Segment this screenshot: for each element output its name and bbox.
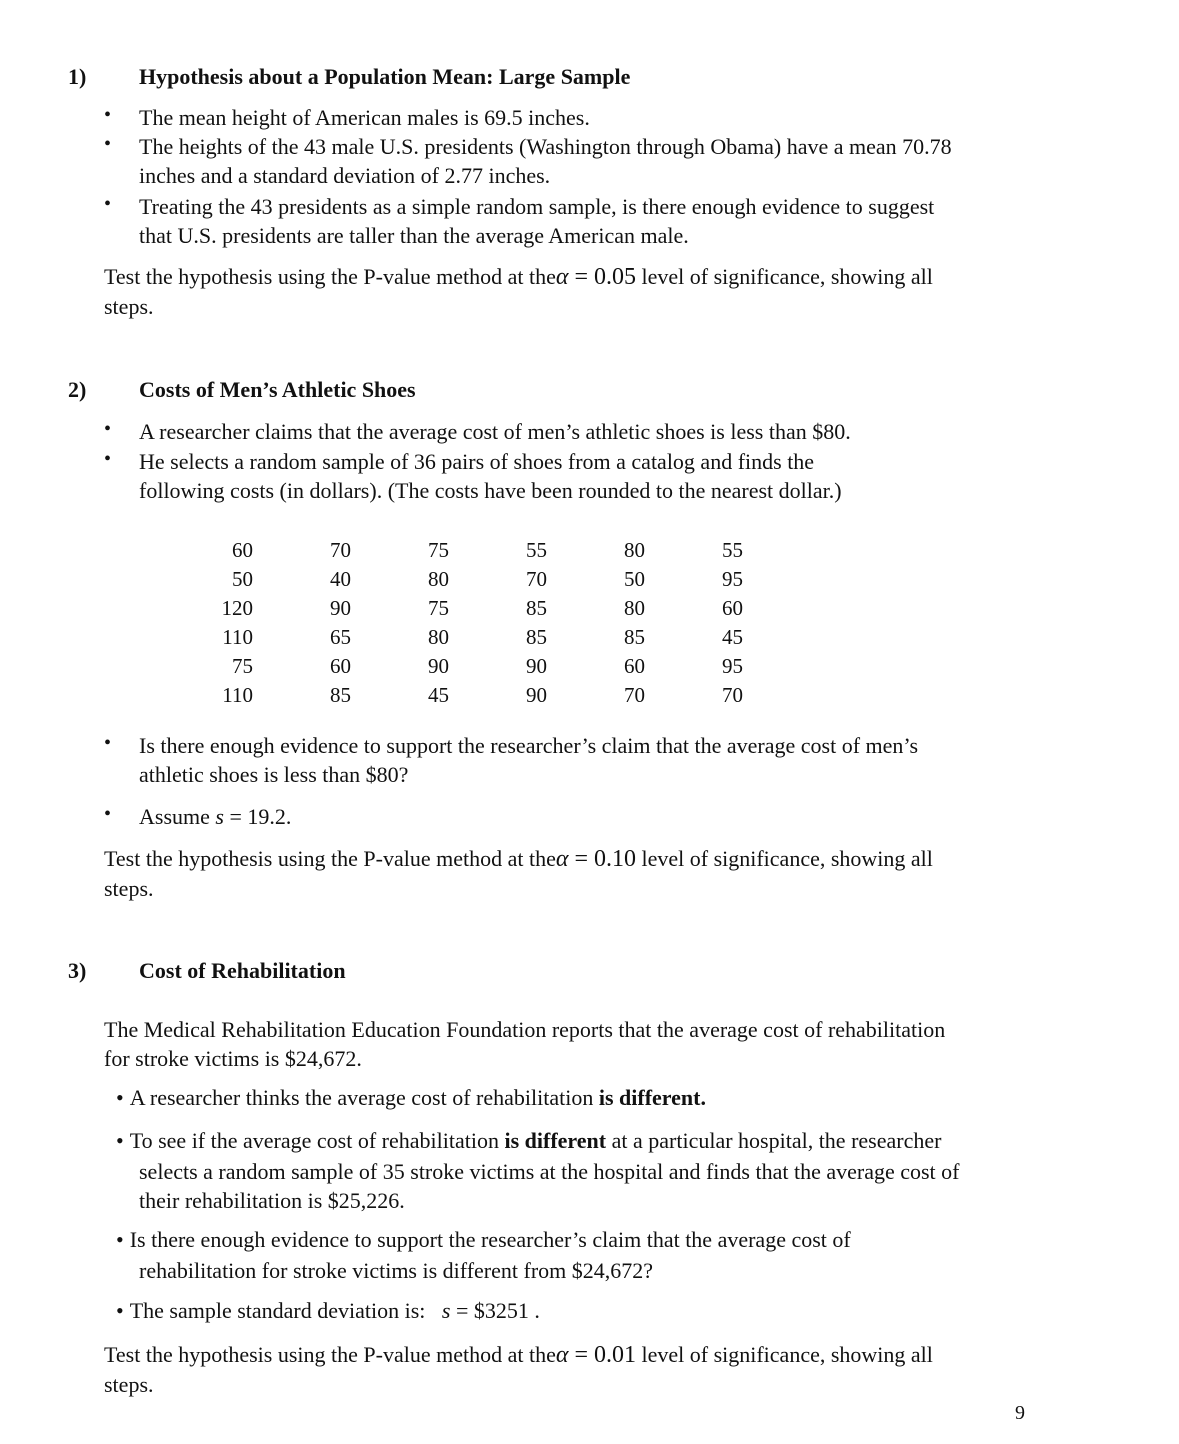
table-cell: 70 (330, 538, 351, 562)
problem-2-bullet-3: Is there enough evidence to support the researcher’s claim that the average cost of men’s (139, 733, 919, 758)
problem-3-number: 3) (68, 958, 87, 983)
table-cell: 75 (428, 538, 449, 562)
alpha-symbol: α (555, 846, 569, 872)
bullet-icon: • (104, 104, 112, 126)
problem-3-instruction (104, 1340, 1094, 1370)
problem-3-bullet-3-cont: rehabilitation for stroke victims is different from $24,672? (139, 1258, 654, 1283)
table-cell: 80 (624, 538, 645, 562)
table-cell: 50 (624, 567, 645, 591)
bullet-text: To see if the average cost of rehabilitation (129, 1128, 505, 1153)
table-cell: 95 (722, 654, 743, 678)
table-cell: 45 (722, 625, 743, 649)
problem-3-bullet-2 (116, 1128, 941, 1154)
problem-3-intro-cont: for stroke victims is $24,672. (104, 1046, 362, 1071)
table-cell: 70 (526, 567, 547, 591)
table-row (196, 623, 743, 652)
instruction-text-post: level of significance, showing all (635, 264, 933, 289)
alpha-equals: = (568, 846, 594, 872)
bullet-icon: • (104, 133, 112, 155)
problem-2-bullet-2: He selects a random sample of 36 pairs of shoes from a catalog and finds the (139, 449, 815, 474)
table-cell: 50 (232, 567, 253, 591)
table-cell: 70 (722, 683, 743, 707)
bullet-icon: • (116, 1298, 124, 1323)
problem-1-bullet-3: Treating the 43 presidents as a simple random sample, is there enough evidence to suggest (139, 194, 935, 219)
problem-2-bullet-1: A researcher claims that the average cost of men’s athletic shoes is less than $80. (139, 419, 851, 444)
table-cell: 90 (526, 654, 547, 678)
problem-1-title: Hypothesis about a Population Mean: Large Sample (139, 64, 631, 89)
problem-2-number: 2) (68, 377, 87, 402)
table-cell: 95 (722, 567, 743, 591)
bullet-text: Is there enough evidence to support the researcher’s claim that the average cost of (129, 1227, 851, 1252)
bullet-text: The sample standard deviation is: (129, 1298, 442, 1323)
table-cell: 60 (722, 596, 743, 620)
alpha-symbol: α (555, 264, 569, 290)
table-cell: 85 (526, 625, 547, 649)
problem-3-bullet-3 (116, 1227, 851, 1253)
table-cell: 110 (222, 683, 253, 707)
table-cell: 85 (526, 596, 547, 620)
alpha-symbol: α (555, 1342, 569, 1368)
problem-3-instruction-end: steps. (104, 1372, 154, 1397)
problem-2-bullet-2-cont: following costs (in dollars). (The costs have been rounded to the nearest dollar.) (139, 478, 842, 503)
problem-2-bullet-3-cont: athletic shoes is less than $80? (139, 762, 409, 787)
problem-3-bullet-4 (116, 1298, 540, 1324)
bullet-emphasis: is different (504, 1128, 607, 1153)
alpha-value: 0.10 (593, 846, 636, 872)
table-cell: 110 (222, 625, 253, 649)
page-number: 9 (1015, 1402, 1025, 1424)
instruction-text-post: level of significance, showing all (635, 846, 933, 871)
bullet-icon: • (104, 448, 112, 470)
instruction-text: Test the hypothesis using the P-value method at the (104, 264, 556, 289)
problem-1-bullet-2-cont: inches and a standard deviation of 2.77 inches. (139, 163, 551, 188)
alpha-equals: = (568, 264, 594, 290)
table-cell: 70 (624, 683, 645, 707)
problem-1-bullet-2: The heights of the 43 male U.S. presidents (Washington through Obama) have a mean 70.78 (139, 134, 952, 159)
table-row (196, 536, 743, 565)
table-cell: 80 (428, 625, 449, 649)
bullet-icon: • (104, 803, 112, 825)
bullet-text-post: at a particular hospital, the researcher (606, 1128, 942, 1153)
table-cell: 65 (330, 625, 351, 649)
s-variable: s (441, 1298, 451, 1323)
table-cell: 75 (232, 654, 253, 678)
problem-2-assume (139, 802, 1089, 831)
instruction-text-post: level of significance, showing all (635, 1342, 933, 1367)
problem-1-bullet-3-cont: that U.S. presidents are taller than the average American male. (139, 223, 689, 248)
table-cell: 80 (624, 596, 645, 620)
problem-3-bullet-2-cont2: their rehabilitation is $25,226. (139, 1188, 405, 1213)
table-cell: 90 (330, 596, 351, 620)
bullet-icon: • (116, 1128, 124, 1153)
bullet-text: A researcher thinks the average cost of rehabilitation (129, 1085, 599, 1110)
problem-1-bullet-1: The mean height of American males is 69.5 inches. (139, 105, 590, 130)
problem-3-title: Cost of Rehabilitation (139, 958, 346, 983)
instruction-text: Test the hypothesis using the P-value method at the (104, 1342, 556, 1367)
table-cell: 90 (428, 654, 449, 678)
sd-value: = $3251 . (450, 1298, 540, 1323)
bullet-icon: • (104, 418, 112, 440)
alpha-value: 0.05 (593, 264, 636, 290)
bullet-icon: • (104, 193, 112, 215)
table-cell: 75 (428, 596, 449, 620)
alpha-value: 0.01 (593, 1342, 636, 1368)
table-cell: 60 (232, 538, 253, 562)
bullet-emphasis: is different. (598, 1085, 706, 1110)
table-cell: 55 (722, 538, 743, 562)
problem-1-number: 1) (68, 64, 87, 89)
problem-3-bullet-1 (116, 1085, 706, 1111)
instruction-text: Test the hypothesis using the P-value method at the (104, 846, 556, 871)
table-cell: 40 (330, 567, 351, 591)
table-cell: 55 (526, 538, 547, 562)
problem-3-intro: The Medical Rehabilitation Education Foundation reports that the average cost of rehabilitation (104, 1017, 946, 1042)
problem-3-bullet-2-cont: selects a random sample of 35 stroke victims at the hospital and finds that the average cost of (139, 1159, 960, 1184)
problem-2-instruction-end: steps. (104, 876, 154, 901)
assume-value: = 19.2. (223, 804, 292, 829)
table-row (196, 681, 743, 710)
bullet-icon: • (104, 732, 112, 754)
table-cell: 85 (330, 683, 351, 707)
table-cell: 85 (624, 625, 645, 649)
shoe-costs-table (196, 536, 743, 710)
problem-1-instruction-end: steps. (104, 294, 154, 319)
table-row (196, 652, 743, 681)
assume-label: Assume (139, 804, 216, 829)
table-cell: 60 (624, 654, 645, 678)
problem-1-instruction (104, 262, 1094, 292)
table-cell: 90 (526, 683, 547, 707)
table-cell: 45 (428, 683, 449, 707)
bullet-icon: • (116, 1085, 124, 1110)
bullet-icon: • (116, 1227, 124, 1252)
problem-2-instruction (104, 844, 1094, 874)
problem-2-title: Costs of Men’s Athletic Shoes (139, 377, 416, 402)
table-cell: 80 (428, 567, 449, 591)
table-cell: 120 (221, 596, 253, 620)
alpha-equals: = (568, 1342, 594, 1368)
s-variable: s (215, 804, 224, 829)
table-row (196, 594, 743, 623)
table-cell: 60 (330, 654, 351, 678)
table-row (196, 565, 743, 594)
